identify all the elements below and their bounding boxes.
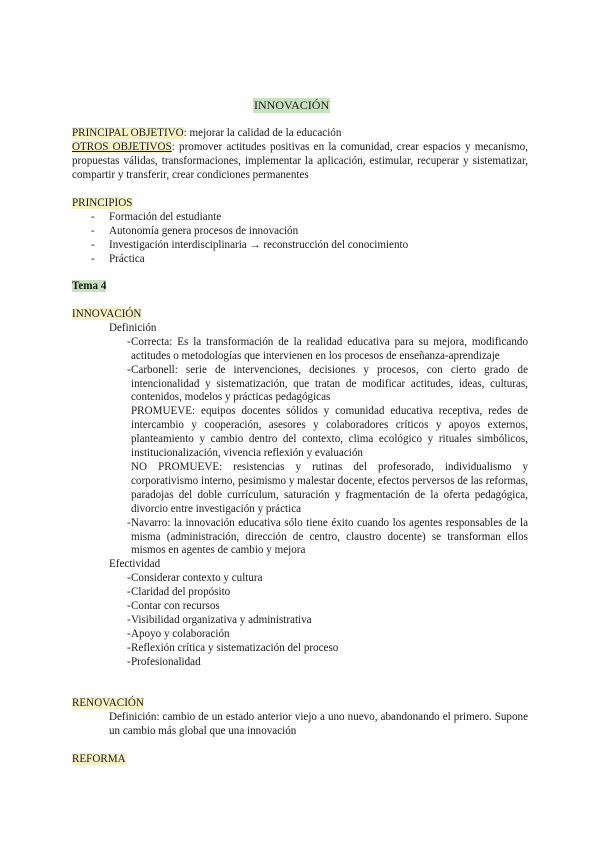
otros-objetivos — [72, 141, 528, 183]
list-item: - Reflexión crítica y sistematización del proceso — [72, 642, 528, 656]
definiciones-list — [72, 336, 528, 559]
list-item: - Apoyo y colaboración — [72, 628, 528, 642]
renovacion-definicion: Definición: cambio de un estado anterior viejo a uno nuevo, abandonando el primero. Supone un cambio más global que una innovación — [109, 710, 528, 737]
principal-objetivo-text: : mejorar la calidad de la educación — [183, 127, 342, 139]
list-item: - Práctica — [72, 253, 528, 267]
tema-section — [72, 280, 106, 294]
promueve-text: PROMUEVE: equipos docentes sólidos y comunidad educativa receptiva, redes de intercambio y cooperación, asesores y colaboradores críticos y apoyos externos, planteamiento y cambio dentro del contexto, clima ecológico y rituales simbólicos, institucionalización, vivencia reflexión y evaluación — [131, 405, 528, 460]
definicion-label: Definición — [109, 321, 157, 334]
list-item: - Investigación interdisciplinaria → reconstrucción del conocimiento — [72, 239, 528, 253]
page-title: INNOVACIÓN — [254, 98, 330, 112]
principios-list — [72, 211, 528, 267]
reforma-heading: REFORMA — [72, 753, 126, 765]
list-item: - Profesionalidad — [72, 656, 528, 670]
list-item: - Claridad del propósito — [72, 586, 528, 600]
list-item: - Navarro: la innovación educativa sólo tiene éxito cuando los agentes responsables de la misma (administración, dirección de centro, claustro docente) se transforman ellos mismos en agentes de cambio y mejora — [72, 517, 528, 559]
list-item: - Autonomía genera procesos de innovación — [72, 225, 528, 239]
efectividad-list — [72, 572, 528, 669]
principios-heading: PRINCIPIOS — [72, 197, 133, 209]
principal-objetivo-label: PRINCIPAL OBJETIVO — [72, 127, 184, 139]
innovacion-section — [72, 308, 528, 670]
principal-objetivo — [72, 127, 528, 141]
list-item: - Correcta: Es la transformación de la realidad educativa para su mejora, modificando actitudes o metodologías que intervienen en los procesos de enseñanza-aprendizaje — [72, 336, 528, 364]
list-item — [72, 364, 528, 517]
list-item: - Contar con recursos — [72, 600, 528, 614]
reforma-section — [72, 753, 126, 767]
principios-section — [72, 197, 528, 267]
no-promueve-text: NO PROMUEVE: resistencias y rutinas del profesorado, individualismo y corporativismo interno, pesimismo y malestar docente, efectos perversos de las reformas, paradojas del doble currículum, saturación y fragmentación de la oferta pedagógica, divorcio entre investigación y práctica — [131, 460, 528, 515]
list-item: - Visibilidad organizativa y administrativa — [72, 614, 528, 628]
renovacion-heading: RENOVACIÓN — [72, 697, 144, 709]
list-item: - Formación del estudiante — [72, 211, 528, 225]
innovacion-heading: INNOVACIÓN — [72, 308, 142, 320]
list-item: - Considerar contexto y cultura — [72, 572, 528, 586]
otros-objetivos-text: : promover actitudes positivas en la comunidad, crear espacios y mecanismo, propuestas válidas, transformaciones, implementar la aplicación, estimular, recuperar y sistematizar, compartir y transferir, crear condiciones permanentes — [72, 140, 529, 181]
efectividad-label: Efectividad — [109, 558, 161, 571]
otros-objetivos-label: OTROS OBJETIVOS — [72, 140, 172, 153]
objetivos-block — [72, 127, 528, 183]
carbonell-text: - Carbonell: serie de intervenciones, decisiones y procesos, con cierto grado de intencionalidad y sistematización, que tratan de modificar actitudes, ideas, culturas, contenidos, modelos y prácticas pedagógicas — [131, 363, 528, 404]
tema-heading: Tema 4 — [72, 280, 107, 292]
renovacion-section — [72, 697, 528, 739]
